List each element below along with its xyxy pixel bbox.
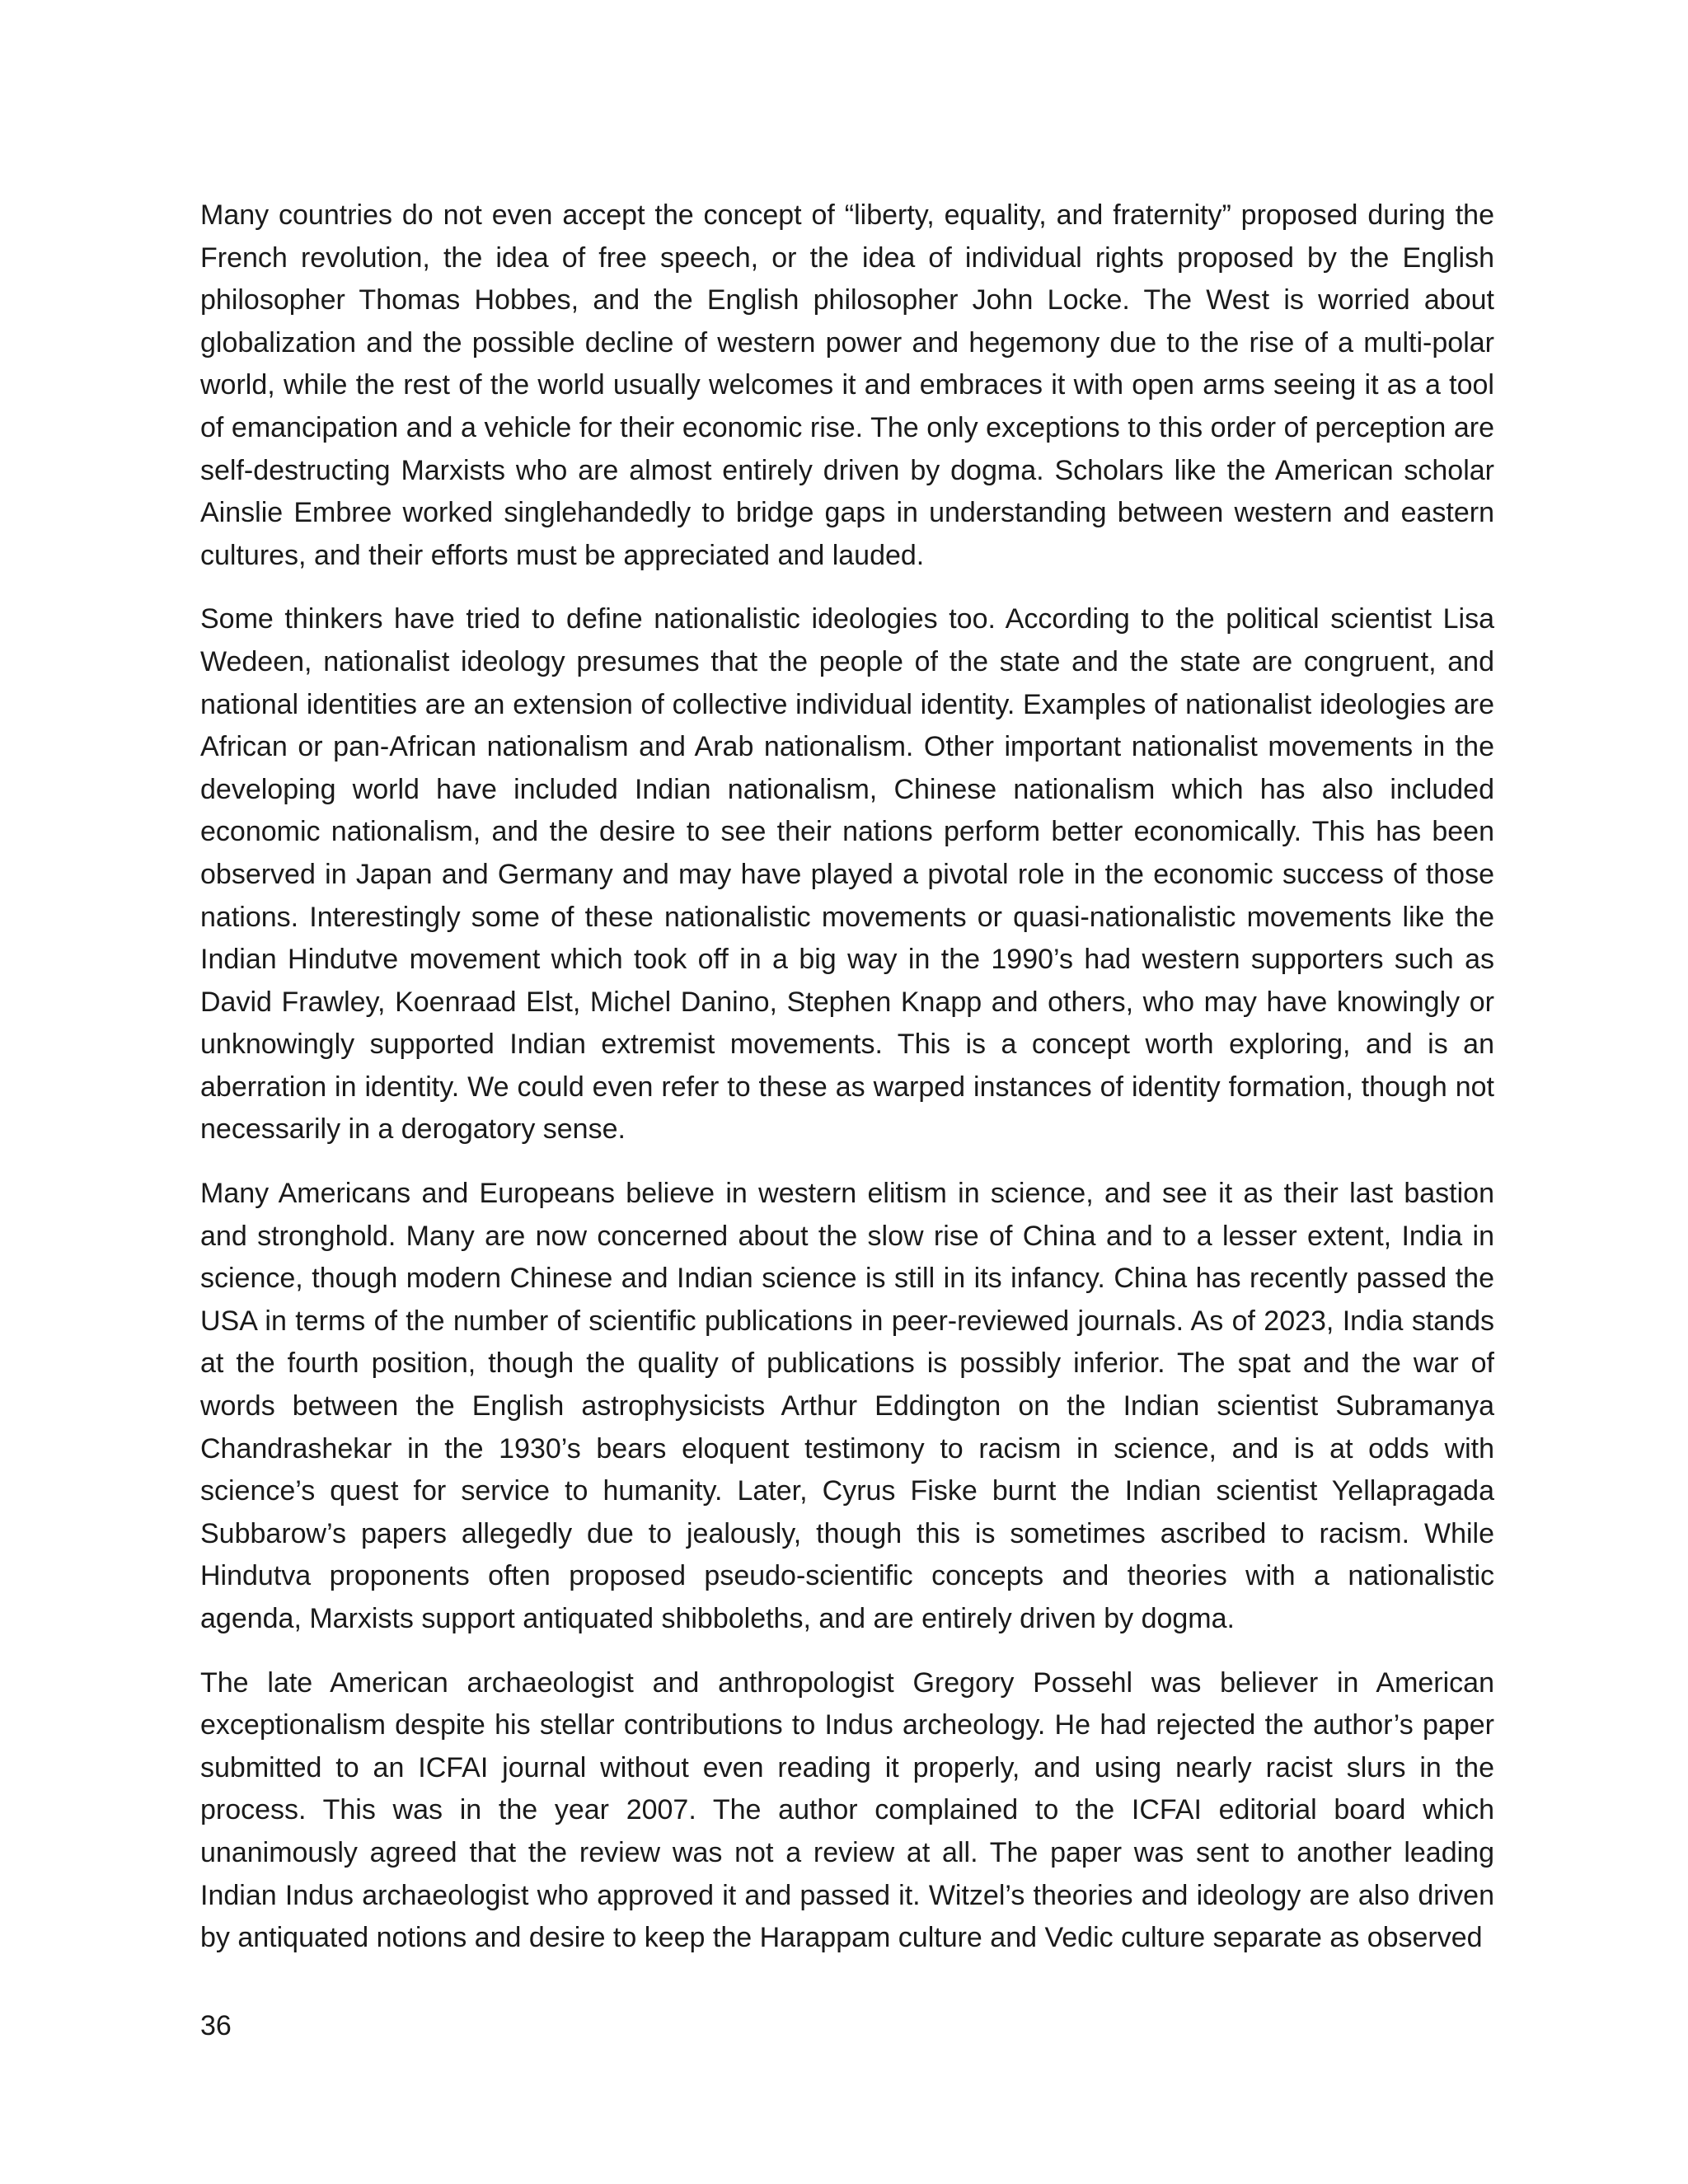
page-number: 36 (200, 2010, 232, 2041)
paragraph-liberty-globalization: Many countries do not even accept the concept of “liberty, equality, and fraternity” proposed during the French revolution, the idea of free speech, or the idea of individual rights proposed by the English philosopher Thomas Hobbes, and the English philosopher John Locke. The West is worried about globalization and the possible decline of western power and hegemony due to the rise of a multi-polar world, while the rest of the world usually welcomes it and embraces it with open arms seeing it as a tool of emancipation and a vehicle for their economic rise. The only exceptions to this order of perception are self-destructing Marxists who are almost entirely driven by dogma. Scholars like the American scholar Ainslie Embree worked singlehandedly to bridge gaps in understanding between western and eastern cultures, and their efforts must be appreciated and lauded. (200, 199, 1494, 571)
paragraph-possehl-review: The late American archaeologist and anthropologist Gregory Possehl was believer in American exceptionalism despite his stellar contributions to Indus archeology. He had rejected the author’s paper submitted to an ICFAI journal without even reading it properly, and using nearly racist slurs in the process. This was in the year 2007. The author complained to the ICFAI editorial board which unanimously agreed that the review was not a review at all. The paper was sent to another leading Indian Indus archaeologist who approved it and passed it. Witzel’s theories and ideology are also driven by antiquated notions and desire to keep the Harappam culture and Vedic culture separate as observed (200, 1666, 1494, 1954)
paragraph-nationalistic-ideologies: Some thinkers have tried to define nationalistic ideologies too. According to the political scientist Lisa Wedeen, nationalist ideology presumes that the people of the state and the state are congruent, and national identities are an extension of collective individual identity. Examples of nationalist ideologies are African or pan-African nationalism and Arab nationalism. Other important nationalist movements in the developing world have included Indian nationalism, Chinese nationalism which has also included economic nationalism, and the desire to see their nations perform better economically. This has been observed in Japan and Germany and may have played a pivotal role in the economic success of those nations. Interestingly some of these nationalistic movements or quasi-nationalistic movements like the Indian Hindutve movement which took off in a big way in the 1990’s had western supporters such as David Frawley, Koenraad Elst, Michel Danino, Stephen Knapp and others, who may have knowingly or unknowingly supported Indian extremist movements. This is a concept worth exploring, and is an aberration in identity. We could even refer to these as warped instances of identity formation, though not necessarily in a derogatory sense. (200, 603, 1494, 1146)
body-text (200, 194, 1494, 1981)
paragraph-western-elitism-science: Many Americans and Europeans believe in western elitism in science, and see it as their last bastion and stronghold. Many are now concerned about the slow rise of China and to a lesser extent, India in science, though modern Chinese and Indian science is still in its infancy. China has recently passed the USA in terms of the number of scientific publications in peer-reviewed journals. As of 2023, India stands at the fourth position, though the quality of publications is possibly inferior. The spat and the war of words between the English astrophysicists Arthur Eddington on the Indian scientist Subramanya Chandrashekar in the 1930’s bears eloquent testimony to racism in science, and is at odds with science’s quest for service to humanity. Later, Cyrus Fiske burnt the Indian scientist Yellapragada Subbarow’s papers allegedly due to jealously, though this is sometimes ascribed to racism. While Hindutva proponents often proposed pseudo-scientific concepts and theories with a nationalistic agenda, Marxists support antiquated shibboleths, and are entirely driven by dogma. (200, 1178, 1494, 1634)
